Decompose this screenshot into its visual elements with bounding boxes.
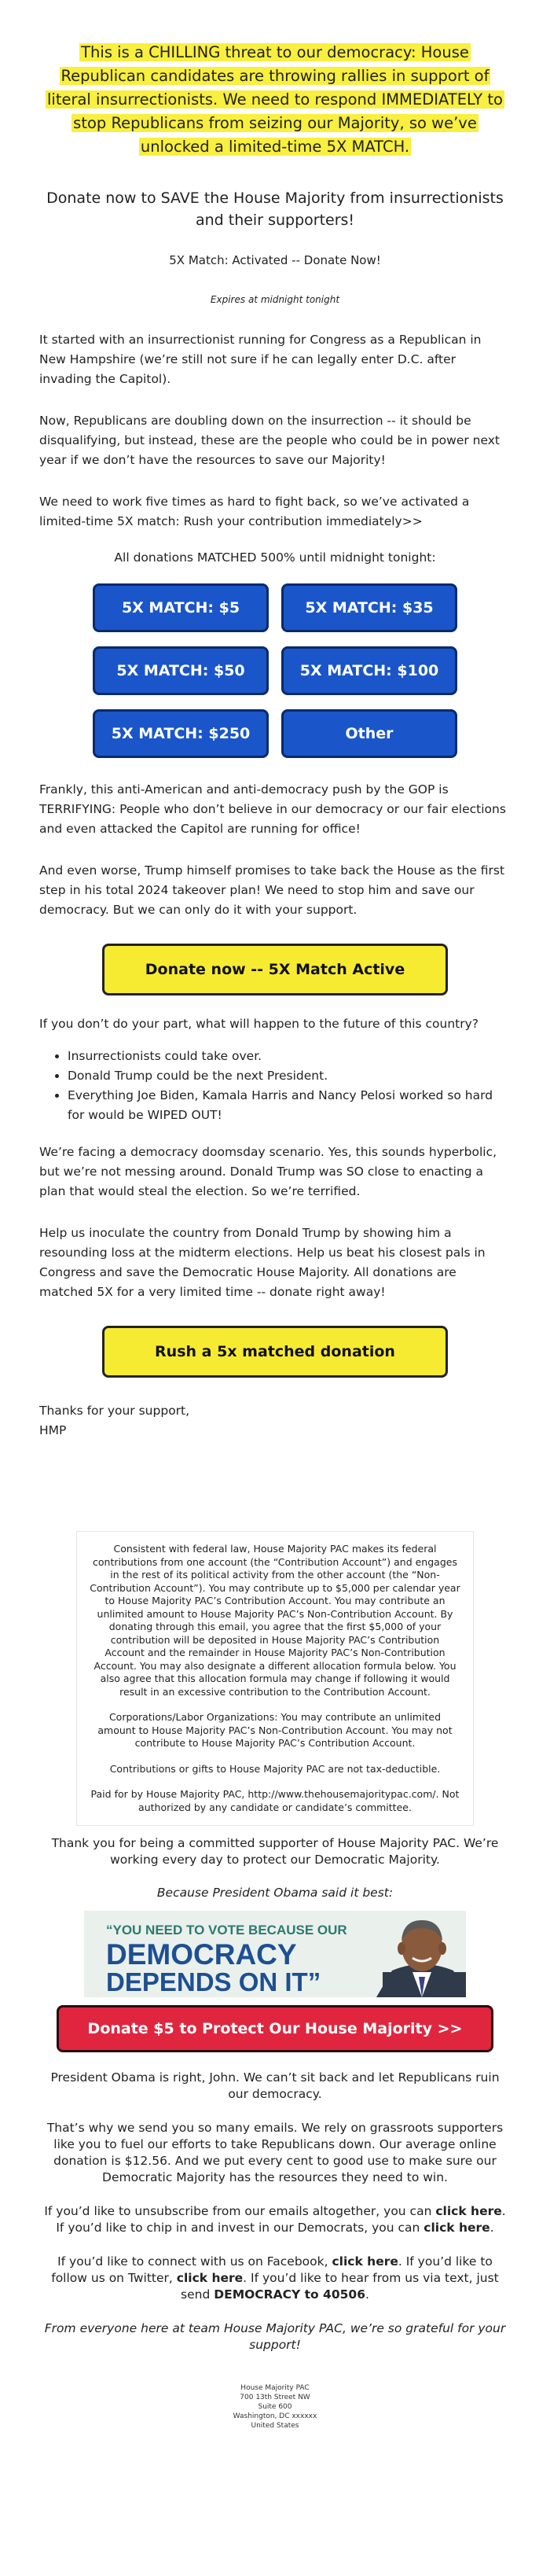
subheadline: Donate now to SAVE the House Majority from insurrectionists and their supporters!: [46, 190, 504, 229]
text-keyword: DEMOCRACY to 40506: [214, 2287, 365, 2302]
paragraph-1: It started with an insurrectionist running for Congress as a Republican in New Hampshire (we’re still not sure if he can legally enter D.C. after invading the Capitol).: [39, 333, 482, 386]
quote-graphic: [84, 1911, 466, 1997]
amounts-lead: All donations MATCHED 500% until midnight tonight:: [114, 550, 436, 565]
footer-p3: If you’d like to unsubscribe from our emails altogether, you can click here. If you’d like to chip in and invest in our Democrats, you can click here.: [44, 2204, 506, 2235]
list-item: • Insurrectionists could take over.: [68, 1047, 511, 1066]
donation-amount-grid: [39, 583, 511, 758]
donate-5-button[interactable]: Donate $5 to Protect Our House Majority >>: [57, 2005, 493, 2052]
paragraph-2: Now, Republicans are doubling down on the insurrection -- it should be disqualifying, but instead, these are the people who could be in power next year if we don’t have the resources to save our Majority!: [39, 414, 500, 467]
rush-donation-button[interactable]: Rush a 5x matched donation: [102, 1326, 448, 1378]
list-item: • Everything Joe Biden, Kamala Harris and Nancy Pelosi worked so hard for would be WIPED OUT!: [68, 1086, 511, 1125]
signature: HMP: [39, 1423, 67, 1437]
obama-quote-image[interactable]: [84, 1911, 466, 1997]
paragraph-4: Frankly, this anti-American and anti-democracy push by the GOP is TERRIFYING: People who don’t believe in our democracy or our fair elections and even attacked the Capitol are running for office!: [39, 782, 506, 836]
amount-button-50[interactable]: 5X MATCH: $50: [93, 646, 269, 695]
signoff-text: Thanks for your support,: [39, 1404, 190, 1418]
disclaimer-corporations: Corporations/Labor Organizations: You may contribute an unlimited amount to House Majority PAC’s Non-Contribution Account. You may not contribute to House Majority PAC’s Contribution Account.: [97, 1711, 453, 1749]
paragraph-5: And even worse, Trump himself promises to take back the House as the first step in his total 2024 takeover plan! We need to stop him and save our democracy. But we can only do it with your support.: [39, 863, 505, 917]
footer-p4: If you’d like to connect with us on Facebook, click here. If you’d like to follow us on Twitter, click here. If you’d like to hear from us via text, just send DEMOCRACY to 40506.: [51, 2254, 499, 2302]
paragraph-3[interactable]: We need to work five times as hard to fight back, so we’ve activated a limited-time 5X match: Rush your contribution immediately>>: [39, 495, 470, 528]
email-body: [39, 41, 511, 2431]
paragraph-6: We’re facing a democracy doomsday scenario. Yes, this sounds hyperbolic, but we’re not messing around. Donald Trump was SO close to enacting a plan that would steal the election. So we’re terrified.: [39, 1145, 497, 1198]
match-status: 5X Match: Activated -- Donate Now!: [169, 253, 381, 267]
paragraph-7: Help us inoculate the country from Donald Trump by showing him a resounding loss at the midterm elections. Help us beat his closest pals in Congress and save the Democratic House Majority. All donations are matched 5X for a very limited time -- donate right away!: [39, 1226, 486, 1299]
footer: [39, 2070, 511, 2353]
legal-disclaimer: [76, 1531, 474, 1826]
disclaimer-paid-for: Paid for by House Majority PAC, http://www.thehousemajoritypac.com/. Not authorized by any candidate or candidate’s committee.: [90, 1788, 460, 1813]
amount-button-250[interactable]: 5X MATCH: $250: [93, 709, 269, 758]
chip-in-link[interactable]: click here: [424, 2221, 490, 2235]
thanks-text: Thank you for being a committed supporter of House Majority PAC. We’re working every day to protect our Democratic Majority.: [51, 1836, 499, 1867]
donate-now-button[interactable]: Donate now -- 5X Match Active: [102, 944, 448, 995]
question: If you don’t do your part, what will happen to the future of this country?: [39, 1017, 479, 1031]
amount-button-100[interactable]: 5X MATCH: $100: [281, 646, 457, 695]
unsubscribe-link[interactable]: click here: [435, 2204, 502, 2218]
headline: [39, 41, 511, 159]
quote-line-1: “YOU NEED TO VOTE BECAUSE OUR: [106, 1923, 347, 1938]
expires-note: Expires at midnight tonight: [210, 294, 340, 305]
headline-highlight: This is a CHILLING threat to our democracy: House Republican candidates are throwing rallies in support of literal insurrectionists. We need to respond IMMEDIATELY to stop Republicans from seizing our Majority, so we’ve unlocked a limited-time 5X MATCH.: [46, 43, 503, 156]
quote-line-3: DEPENDS ON IT”: [106, 1967, 321, 1996]
amount-button-other[interactable]: Other: [281, 709, 457, 758]
amount-button-35[interactable]: 5X MATCH: $35: [281, 583, 457, 632]
footer-p1: President Obama is right, John. We can’t sit back and let Republicans ruin our democracy.: [50, 2070, 500, 2101]
footer-p2: That’s why we send you so many emails. We rely on grassroots supporters like you to fuel our efforts to take Republicans down. Our average online donation is $12.56. And we put every cent to good use to make sure our Democratic Majority has the resources they need to win.: [46, 2121, 504, 2184]
disclaimer-tax: Contributions or gifts to House Majority PAC are not tax-deductible.: [109, 1762, 441, 1775]
consequence-list: [39, 1047, 511, 1125]
list-item: • Donald Trump could be the next President.: [68, 1066, 511, 1086]
mailing-address: House Majority PAC 700 13th Street NW Suite 600 Washington, DC xxxxxx United States: [233, 2384, 317, 2430]
disclaimer-accounts: Consistent with federal law, House Majority PAC makes its federal contributions from one account (the “Contribution Account”) and engages in the rest of its political activity from the other account (the “Non-Contribution Account”). You may contribute up to $5,000 per calendar year to House Majority PAC’s Contribution Account. You may contribute an unlimited amount to House Majority PAC’s Non-Contribution Account. By donating through this email, you agree that the first $5,000 of your contribution will be deposited in House Majority PAC’s Contribution Account and the remainder in House Majority PAC’s Non-Contribution Account. You may also designate a different allocation formula below. You also agree that this allocation formula may change if following it would result in an excessive contribution to the Contribution Account.: [90, 1543, 460, 1698]
signoff: [39, 1401, 511, 1441]
obama-intro: Because President Obama said it best:: [156, 1886, 394, 1900]
closing-text: From everyone here at team House Majority PAC, we’re so grateful for your support!: [44, 2321, 506, 2352]
facebook-link[interactable]: click here: [332, 2254, 398, 2269]
twitter-link[interactable]: click here: [176, 2271, 244, 2285]
quote-line-2: DEMOCRACY: [106, 1938, 297, 1971]
amount-button-5[interactable]: 5X MATCH: $5: [93, 583, 269, 632]
